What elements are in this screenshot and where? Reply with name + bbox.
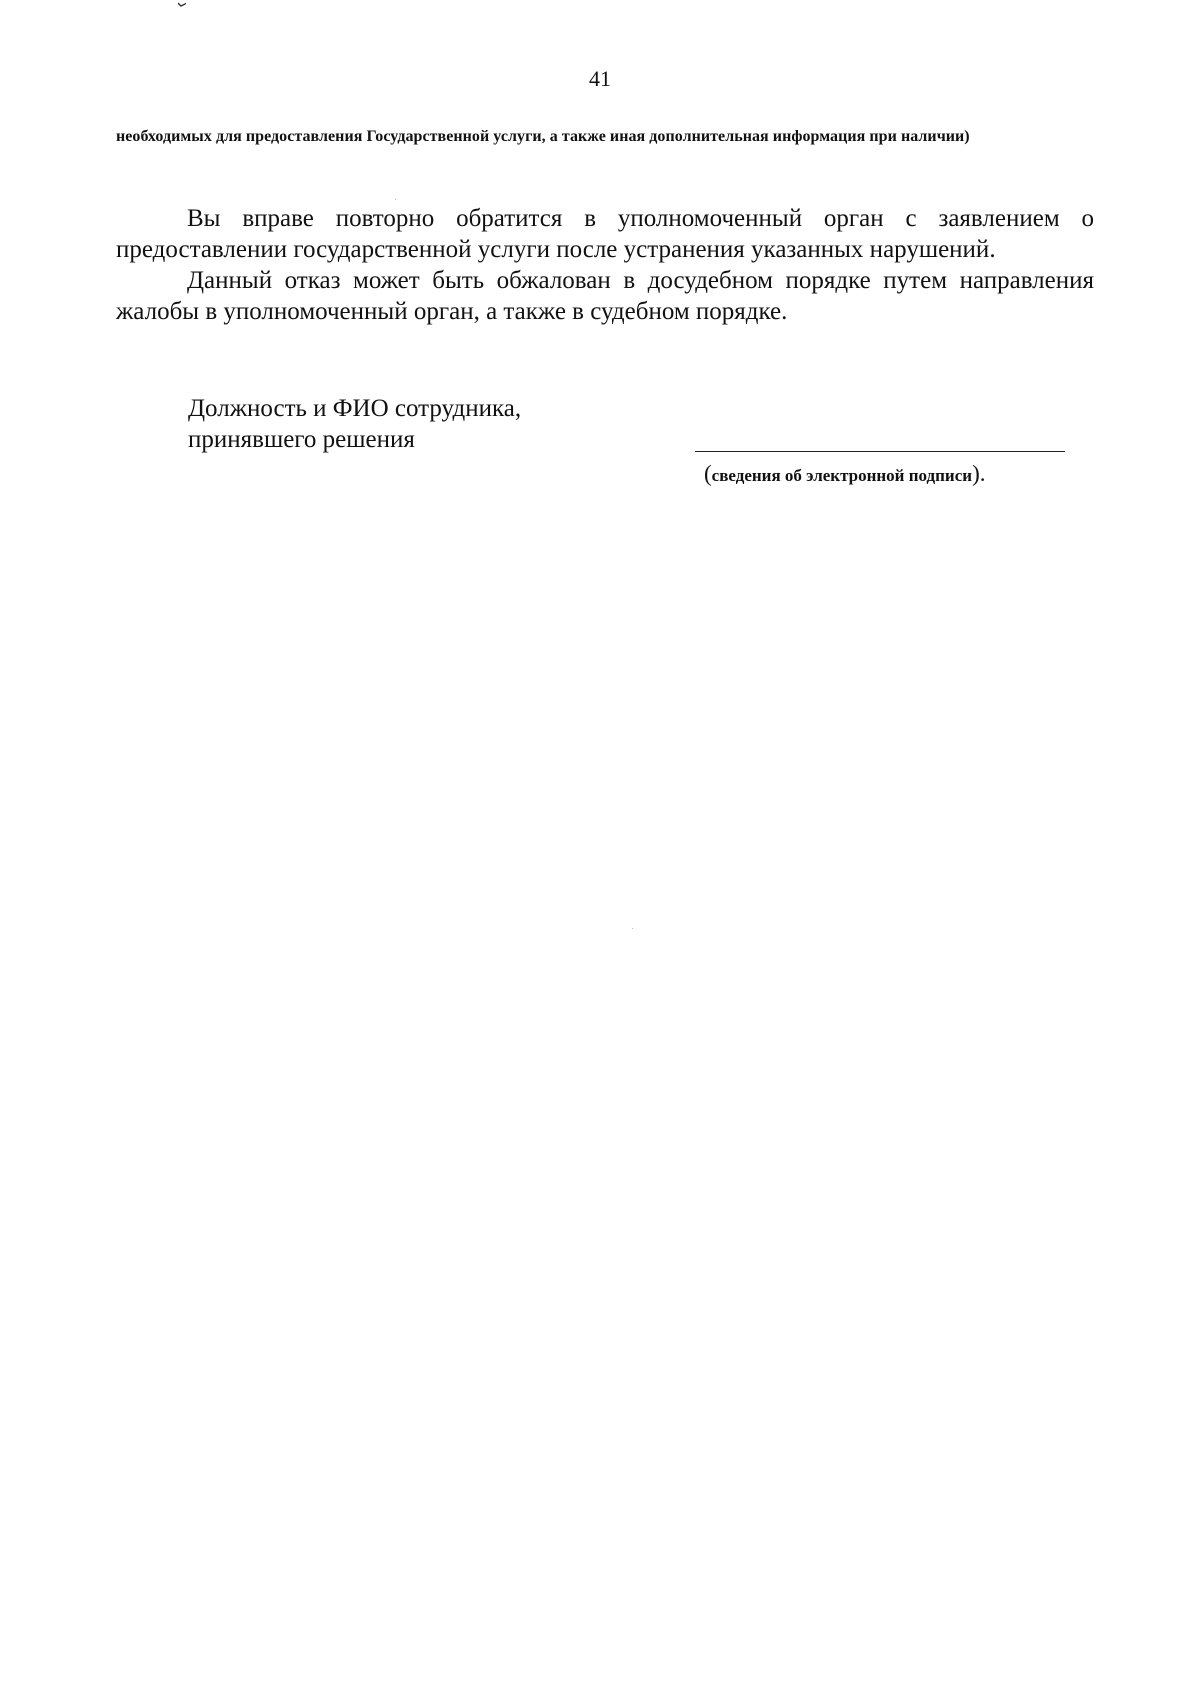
body-text: [116, 203, 1094, 327]
signature-caption: [704, 462, 985, 488]
scan-dot: [632, 928, 633, 929]
paragraph-reapply: Вы вправе повторно обратится в уполномоченный орган с заявлением о предоставлении государственной услуги после устранения указанных нарушений.: [116, 205, 1094, 263]
paragraph-appeal: Данный отказ может быть обжалован в досудебном порядке путем направления жалобы в уполномоченный орган, а также в судебном порядке.: [116, 267, 1094, 325]
caption-close-paren: ).: [972, 461, 986, 486]
signatory-position: [188, 393, 521, 455]
scan-speck-mark: [178, 2, 186, 8]
signatory-position-line-1: Должность и ФИО сотрудника,: [188, 395, 522, 422]
signatory-position-line-2: принявшего решения: [188, 426, 415, 453]
caption-open-paren: (: [704, 461, 712, 486]
scan-dot: [395, 199, 396, 200]
footnote-continuation: необходимых для предоставления Государственной услуги, а также иная дополнительная информация при наличии): [116, 128, 970, 145]
caption-text: сведения об электронной подписи: [711, 466, 973, 485]
signature-line: [695, 451, 1065, 452]
page-number: 41: [589, 66, 611, 91]
